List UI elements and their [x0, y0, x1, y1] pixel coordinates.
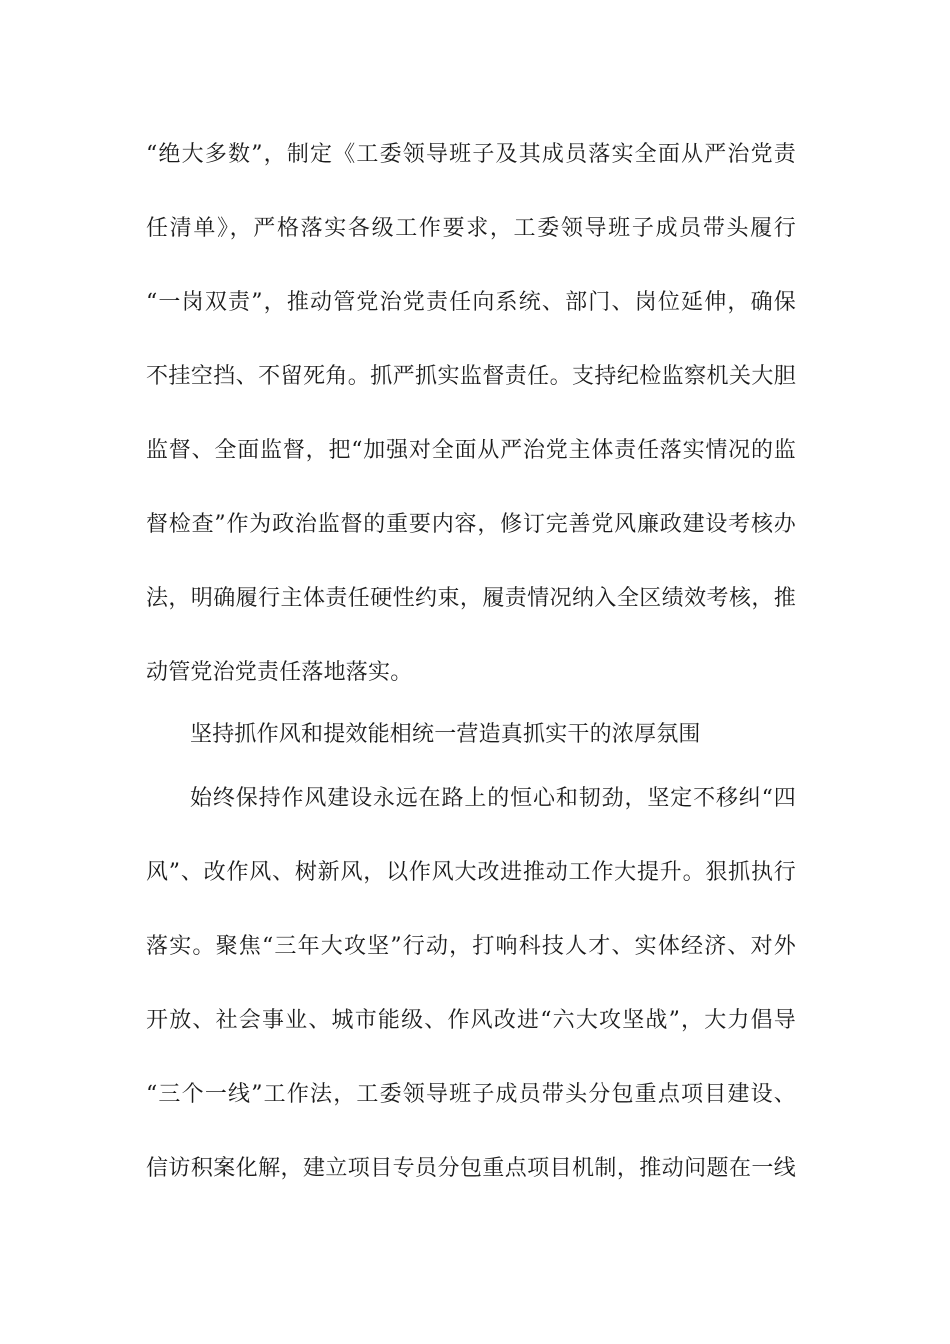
paragraph1-line-5: 监督、全面监督，把“加强对全面从严治党主体责任落实情况的监 — [146, 438, 796, 463]
paragraph1-line-7: 法，明确履行主体责任硬性约束，履责情况纳入全区绩效考核，推 — [146, 586, 796, 611]
paragraph2-line-1: 始终保持作风建设永远在路上的恒心和韧劲，坚定不移纠“四 — [190, 786, 796, 811]
paragraph2-line-2: 风”、改作风、树新风，以作风大改进推动工作大提升。狠抓执行 — [146, 860, 796, 885]
section-heading: 坚持抓作风和提效能相统一营造真抓实干的浓厚氛围 — [190, 722, 701, 747]
paragraph1-line-8: 动管党治党责任落地落实。 — [146, 660, 413, 685]
paragraph2-line-6: 信访积案化解，建立项目专员分包重点项目机制，推动问题在一线 — [146, 1156, 796, 1181]
paragraph1-line-1: “绝大多数”，制定《工委领导班子及其成员落实全面从严治党责 — [146, 142, 796, 167]
paragraph1-line-4: 不挂空挡、不留死角。抓严抓实监督责任。支持纪检监察机关大胆 — [146, 364, 796, 389]
paragraph2-line-4: 开放、社会事业、城市能级、作风改进“六大攻坚战”，大力倡导 — [146, 1008, 796, 1033]
paragraph1-line-6: 督检查”作为政治监督的重要内容，修订完善党风廉政建设考核办 — [146, 512, 796, 537]
paragraph1-line-3: “一岗双责”，推动管党治党责任向系统、部门、岗位延伸，确保 — [146, 290, 796, 315]
paragraph2-line-5: “三个一线”工作法，工委领导班子成员带头分包重点项目建设、 — [146, 1082, 796, 1107]
paragraph1-line-2: 任清单》，严格落实各级工作要求，工委领导班子成员带头履行 — [146, 216, 796, 241]
paragraph2-line-3: 落实。聚焦“三年大攻坚”行动，打响科技人才、实体经济、对外 — [146, 934, 796, 959]
